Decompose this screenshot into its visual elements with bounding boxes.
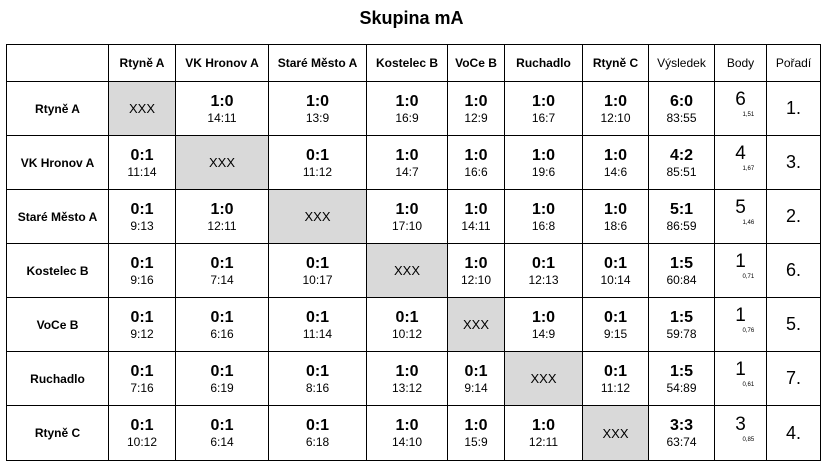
- result-cell: [649, 244, 715, 298]
- column-header-result: Výsledek: [649, 45, 715, 82]
- match-points: 12:9: [464, 110, 488, 125]
- points-coefficient: 0,85: [742, 436, 755, 443]
- result-points: 59:78: [666, 326, 697, 341]
- match-cell: [367, 298, 448, 352]
- match-score: 1:0: [603, 146, 628, 164]
- match-cell: [583, 352, 649, 406]
- result-score: 6:0: [669, 92, 694, 110]
- points-wrap: [731, 413, 755, 448]
- points-wrap: [731, 359, 755, 393]
- column-header-team: Staré Město A: [269, 45, 367, 82]
- points-coefficient: 1,51: [742, 112, 755, 118]
- points-wrap: [731, 197, 755, 231]
- match-points: 9:12: [130, 326, 154, 341]
- points-coefficient: 0,61: [742, 382, 755, 388]
- match-cell: [583, 136, 649, 190]
- match-score: 0:1: [305, 308, 330, 326]
- match-cell: [367, 406, 448, 461]
- points-cell: [715, 298, 767, 352]
- match-cell: [176, 244, 269, 298]
- match-points: 10:17: [302, 272, 333, 287]
- match-score: 1:0: [210, 92, 234, 110]
- match-points: 12:10: [460, 272, 492, 287]
- match-score: 0:1: [305, 417, 330, 434]
- match-points: 9:14: [464, 380, 488, 395]
- match-points: 12:10: [600, 110, 631, 125]
- points-cell: [715, 244, 767, 298]
- self-match-cell: XXX: [448, 298, 505, 352]
- match-score: 1:0: [395, 92, 419, 110]
- points-wrap: [731, 251, 755, 285]
- match-points: 11:14: [127, 164, 157, 179]
- match-cell: [176, 190, 269, 244]
- match-cell: [367, 190, 448, 244]
- points-coefficient: 0,76: [742, 328, 755, 334]
- match-points: 11:12: [600, 380, 631, 395]
- match-score: 0:1: [603, 254, 628, 272]
- rank-cell: 5.: [767, 298, 821, 352]
- row-team-name: Kostelec B: [7, 244, 109, 298]
- column-header-points: Body: [715, 45, 767, 82]
- match-points: 11:12: [302, 164, 333, 179]
- match-score: 1:0: [531, 308, 556, 326]
- match-cell: [505, 406, 583, 461]
- result-points: 54:89: [666, 380, 697, 395]
- match-score: 1:0: [603, 92, 628, 110]
- points-coefficient: 0,71: [742, 274, 755, 280]
- page-title: Skupina mA: [359, 8, 464, 28]
- match-cell: [448, 190, 505, 244]
- match-cell: [505, 82, 583, 136]
- points-wrap: [731, 143, 755, 177]
- match-points: 10:12: [126, 435, 158, 449]
- match-score: 1:0: [395, 146, 419, 164]
- match-points: 9:13: [130, 218, 154, 233]
- match-score: 0:1: [130, 254, 154, 272]
- match-score: 1:0: [531, 92, 556, 110]
- match-points: 12:11: [207, 218, 237, 233]
- match-score: 0:1: [130, 146, 154, 164]
- self-match-cell: XXX: [583, 406, 649, 461]
- result-cell: [649, 352, 715, 406]
- points-wrap: [731, 89, 755, 123]
- match-cell: [505, 136, 583, 190]
- table-row: [7, 82, 821, 136]
- column-header-team: Kostelec B: [367, 45, 448, 82]
- match-cell: [269, 406, 367, 461]
- match-score: 0:1: [130, 417, 154, 434]
- match-score: 0:1: [603, 362, 628, 380]
- row-team-name: VoCe B: [7, 298, 109, 352]
- match-cell: [269, 244, 367, 298]
- match-score: 0:1: [210, 417, 234, 434]
- match-points: 16:8: [531, 218, 556, 233]
- match-points: 18:6: [603, 218, 628, 233]
- match-points: 16:7: [531, 110, 556, 125]
- result-cell: [649, 190, 715, 244]
- match-points: 6:14: [210, 435, 234, 449]
- rank-cell: 7.: [767, 352, 821, 406]
- match-cell: [367, 82, 448, 136]
- result-points: 86:59: [666, 218, 697, 233]
- match-cell: [176, 298, 269, 352]
- match-points: 14:7: [395, 164, 419, 179]
- match-points: 6:19: [210, 380, 234, 395]
- result-score: 5:1: [669, 200, 694, 218]
- match-points: 14:9: [531, 326, 556, 341]
- corner-cell: [7, 45, 109, 82]
- self-match-cell: XXX: [367, 244, 448, 298]
- match-points: 12:11: [528, 435, 559, 449]
- points-value: 5: [735, 197, 746, 218]
- match-score: 1:0: [603, 200, 628, 218]
- column-header-team: Rtyně A: [109, 45, 176, 82]
- match-score: 0:1: [130, 200, 154, 218]
- points-coefficient: 1,46: [742, 220, 755, 226]
- points-wrap: [731, 305, 755, 339]
- match-cell: [583, 190, 649, 244]
- match-score: 0:1: [305, 254, 330, 272]
- match-score: 0:1: [130, 362, 154, 380]
- match-score: 0:1: [305, 362, 330, 380]
- points-value: 1: [735, 305, 746, 326]
- match-cell: [448, 244, 505, 298]
- points-cell: [715, 82, 767, 136]
- result-cell: [649, 136, 715, 190]
- match-cell: [583, 82, 649, 136]
- match-score: 1:0: [395, 200, 419, 218]
- match-score: 0:1: [464, 362, 488, 380]
- match-score: 1:0: [395, 417, 419, 434]
- match-score: 0:1: [210, 254, 234, 272]
- match-cell: [269, 298, 367, 352]
- match-cell: [269, 352, 367, 406]
- match-score: 0:1: [531, 254, 556, 272]
- column-header-team: Ruchadlo: [505, 45, 583, 82]
- result-score: 1:5: [669, 362, 694, 380]
- match-cell: [448, 136, 505, 190]
- points-coefficient: 1,67: [742, 166, 755, 172]
- match-points: 12:13: [528, 272, 559, 287]
- match-points: 9:16: [130, 272, 154, 287]
- match-points: 13:9: [305, 110, 330, 125]
- points-cell: [715, 352, 767, 406]
- match-score: 0:1: [305, 146, 330, 164]
- points-value: 1: [735, 359, 746, 380]
- points-value: 4: [735, 143, 746, 164]
- match-score: 1:0: [210, 200, 234, 218]
- match-cell: [448, 82, 505, 136]
- result-score: 3:3: [669, 417, 694, 434]
- result-points: 63:74: [666, 435, 697, 449]
- match-cell: [505, 190, 583, 244]
- match-cell: [109, 406, 176, 461]
- match-cell: [109, 136, 176, 190]
- match-cell: [367, 136, 448, 190]
- match-points: 15:9: [464, 435, 488, 449]
- points-cell: [715, 406, 767, 461]
- match-cell: [505, 244, 583, 298]
- match-score: 1:0: [464, 146, 488, 164]
- points-cell: [715, 190, 767, 244]
- points-value: 6: [735, 89, 746, 110]
- match-points: 17:10: [391, 218, 423, 233]
- match-score: 0:1: [603, 308, 628, 326]
- match-points: 16:9: [395, 110, 419, 125]
- table-row: [7, 190, 821, 244]
- match-score: 1:0: [464, 417, 488, 434]
- match-score: 0:1: [210, 362, 234, 380]
- points-cell: [715, 136, 767, 190]
- match-points: 6:16: [210, 326, 234, 341]
- match-points: 9:15: [603, 326, 628, 341]
- match-points: 10:12: [391, 326, 423, 341]
- table-row: [7, 406, 821, 461]
- match-points: 19:6: [531, 164, 556, 179]
- rank-cell: 1.: [767, 82, 821, 136]
- result-points: 85:51: [666, 164, 697, 179]
- result-score: 1:5: [669, 308, 694, 326]
- result-cell: [649, 406, 715, 461]
- match-score: 1:0: [531, 146, 556, 164]
- self-match-cell: XXX: [109, 82, 176, 136]
- match-score: 1:0: [464, 92, 488, 110]
- column-header-team: VK Hronov A: [176, 45, 269, 82]
- rank-cell: 2.: [767, 190, 821, 244]
- match-score: 1:0: [305, 92, 330, 110]
- self-match-cell: XXX: [176, 136, 269, 190]
- match-cell: [176, 406, 269, 461]
- match-score: 0:1: [130, 308, 154, 326]
- match-score: 1:0: [395, 362, 419, 380]
- match-cell: [448, 406, 505, 461]
- match-cell: [505, 298, 583, 352]
- match-score: 1:0: [464, 254, 488, 272]
- match-cell: [176, 82, 269, 136]
- column-header-team: Rtyně C: [583, 45, 649, 82]
- match-score: 1:0: [464, 200, 488, 218]
- match-cell: [583, 244, 649, 298]
- points-value: 1: [735, 251, 746, 272]
- match-points: 10:14: [600, 272, 631, 287]
- table-row: [7, 352, 821, 406]
- row-team-name: Staré Město A: [7, 190, 109, 244]
- table-row: [7, 244, 821, 298]
- match-cell: [109, 190, 176, 244]
- match-score: 0:1: [210, 308, 234, 326]
- column-header-team: VoCe B: [448, 45, 505, 82]
- match-cell: [269, 136, 367, 190]
- match-points: 13:12: [391, 380, 423, 395]
- match-points: 7:16: [130, 380, 154, 395]
- match-cell: [583, 298, 649, 352]
- match-points: 14:6: [603, 164, 628, 179]
- rank-cell: 3.: [767, 136, 821, 190]
- match-cell: [176, 352, 269, 406]
- result-cell: [649, 82, 715, 136]
- points-value: 3: [735, 413, 746, 435]
- row-team-name: Rtyně C: [7, 406, 109, 461]
- match-points: 16:6: [464, 164, 488, 179]
- match-cell: [109, 244, 176, 298]
- standings-table: [6, 44, 821, 461]
- match-cell: [269, 82, 367, 136]
- self-match-cell: XXX: [505, 352, 583, 406]
- match-points: 7:14: [210, 272, 234, 287]
- match-score: 1:0: [531, 417, 556, 434]
- table-row: [7, 298, 821, 352]
- match-points: 14:11: [461, 218, 491, 233]
- result-score: 4:2: [669, 146, 694, 164]
- rank-cell: 4.: [767, 406, 821, 461]
- result-cell: [649, 298, 715, 352]
- result-points: 83:55: [666, 110, 697, 125]
- match-points: 8:16: [305, 380, 330, 395]
- match-cell: [448, 352, 505, 406]
- match-cell: [109, 352, 176, 406]
- row-team-name: VK Hronov A: [7, 136, 109, 190]
- match-points: 14:11: [207, 110, 237, 125]
- rank-cell: 6.: [767, 244, 821, 298]
- match-points: 11:14: [302, 326, 333, 341]
- column-header-rank: Pořadí: [767, 45, 821, 82]
- self-match-cell: XXX: [269, 190, 367, 244]
- result-score: 1:5: [669, 254, 694, 272]
- match-score: 1:0: [531, 200, 556, 218]
- result-points: 60:84: [666, 272, 697, 287]
- match-points: 14:10: [391, 435, 423, 449]
- match-cell: [367, 352, 448, 406]
- match-points: 6:18: [305, 435, 330, 449]
- row-team-name: Rtyně A: [7, 82, 109, 136]
- header-row: [7, 45, 821, 82]
- match-cell: [109, 298, 176, 352]
- match-score: 0:1: [395, 308, 419, 326]
- table-row: [7, 136, 821, 190]
- row-team-name: Ruchadlo: [7, 352, 109, 406]
